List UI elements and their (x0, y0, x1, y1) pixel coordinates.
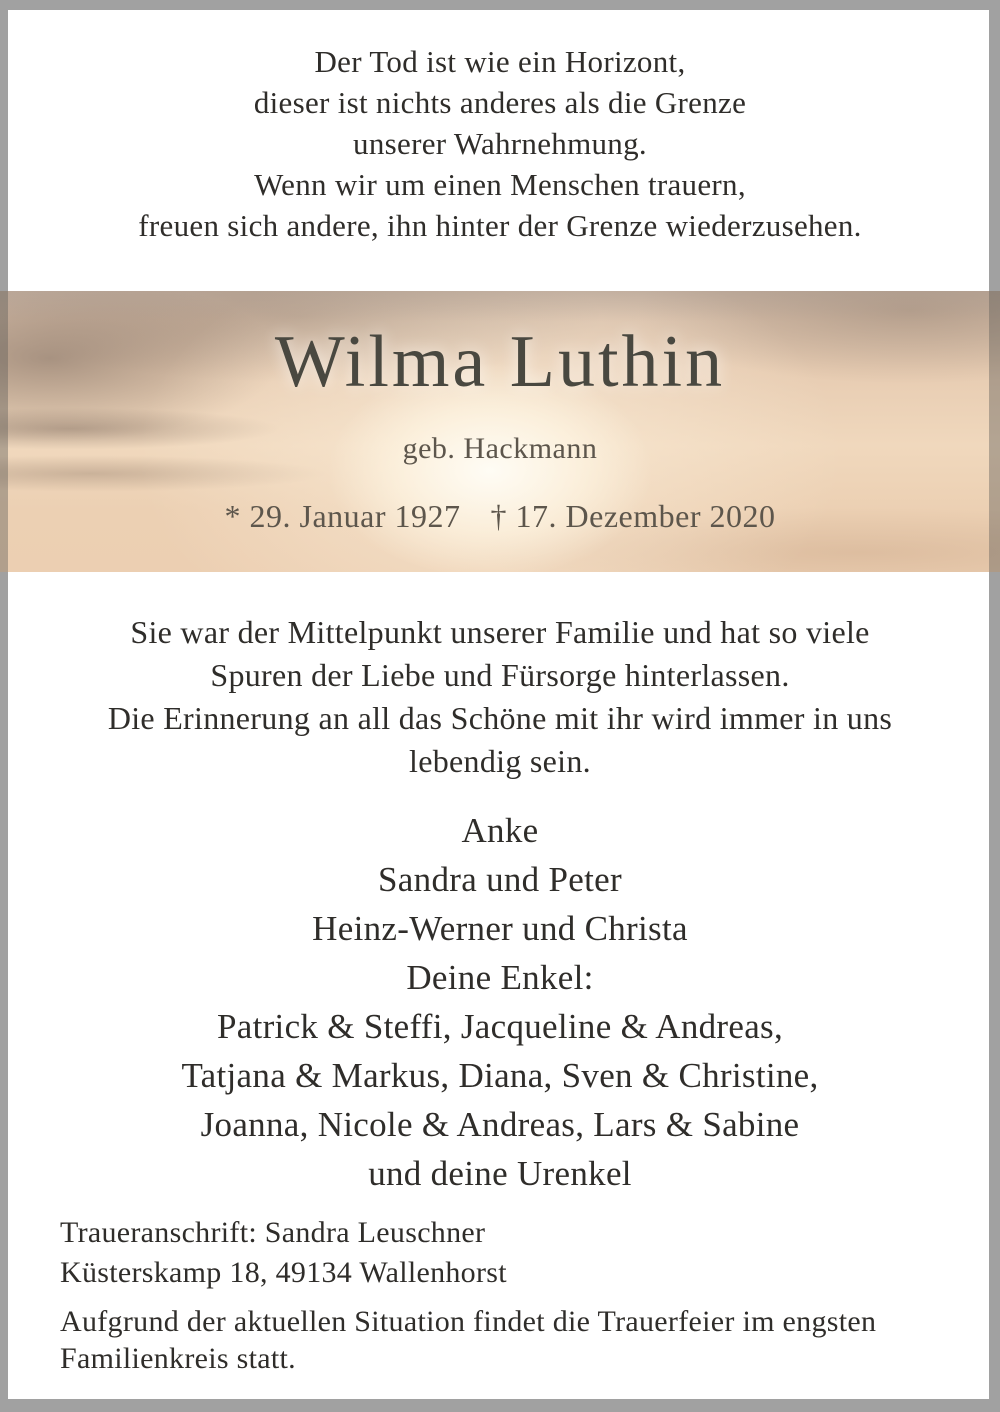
address-line: Traueranschrift: Sandra Leuschner (60, 1216, 486, 1249)
tribute-line: Die Erinnerung an all das Schöne mit ihr wird immer in uns (107, 700, 893, 736)
mourner-line: Anke (461, 811, 539, 850)
condolence-address (60, 1213, 507, 1293)
mourner-line: Deine Enkel: (406, 958, 594, 997)
mourner-line: Tatjana & Markus, Diana, Sven & Christine, (181, 1056, 819, 1095)
verse-line: dieser ist nichts anderes als die Grenze (253, 85, 747, 120)
verse-line: Wenn wir um einen Menschen trauern, (254, 167, 746, 202)
death-date: † 17. Dezember 2020 (490, 498, 776, 534)
mourners-list (0, 806, 1000, 1198)
mourner-line: Joanna, Nicole & Andreas, Lars & Sabine (200, 1105, 800, 1144)
verse-line: unserer Wahrnehmung. (353, 126, 647, 161)
mourner-line: Heinz-Werner und Christa (312, 909, 688, 948)
mourner-line: und deine Urenkel (368, 1154, 632, 1193)
verse-line: freuen sich andere, ihn hinter der Grenze wiederzusehen. (138, 208, 862, 243)
deceased-name: Wilma Luthin (274, 321, 726, 403)
notice-line: Familienkreis statt. (60, 1342, 296, 1375)
notice-line: Aufgrund der aktuellen Situation findet die Trauerfeier im engsten (60, 1305, 877, 1338)
mourner-line: Patrick & Steffi, Jacqueline & Andreas, (216, 1007, 784, 1046)
life-dates (0, 498, 1000, 534)
address-line: Küsterskamp 18, 49134 Wallenhorst (60, 1256, 507, 1289)
tribute-line: Spuren der Liebe und Fürsorge hinterlassen. (210, 657, 790, 693)
birth-date: * 29. Januar 1927 (224, 498, 461, 534)
sunset-photo-banner (0, 291, 1000, 572)
maiden-name: geb. Hackmann (402, 432, 598, 465)
tribute-text (0, 611, 1000, 783)
memorial-verse (0, 41, 1000, 246)
verse-line: Der Tod ist wie ein Horizont, (314, 44, 686, 79)
tribute-line: lebendig sein. (409, 743, 591, 779)
mourner-line: Sandra und Peter (378, 860, 622, 899)
funeral-notice (60, 1303, 876, 1377)
tribute-line: Sie war der Mittelpunkt unserer Familie und hat so viele (130, 614, 870, 650)
